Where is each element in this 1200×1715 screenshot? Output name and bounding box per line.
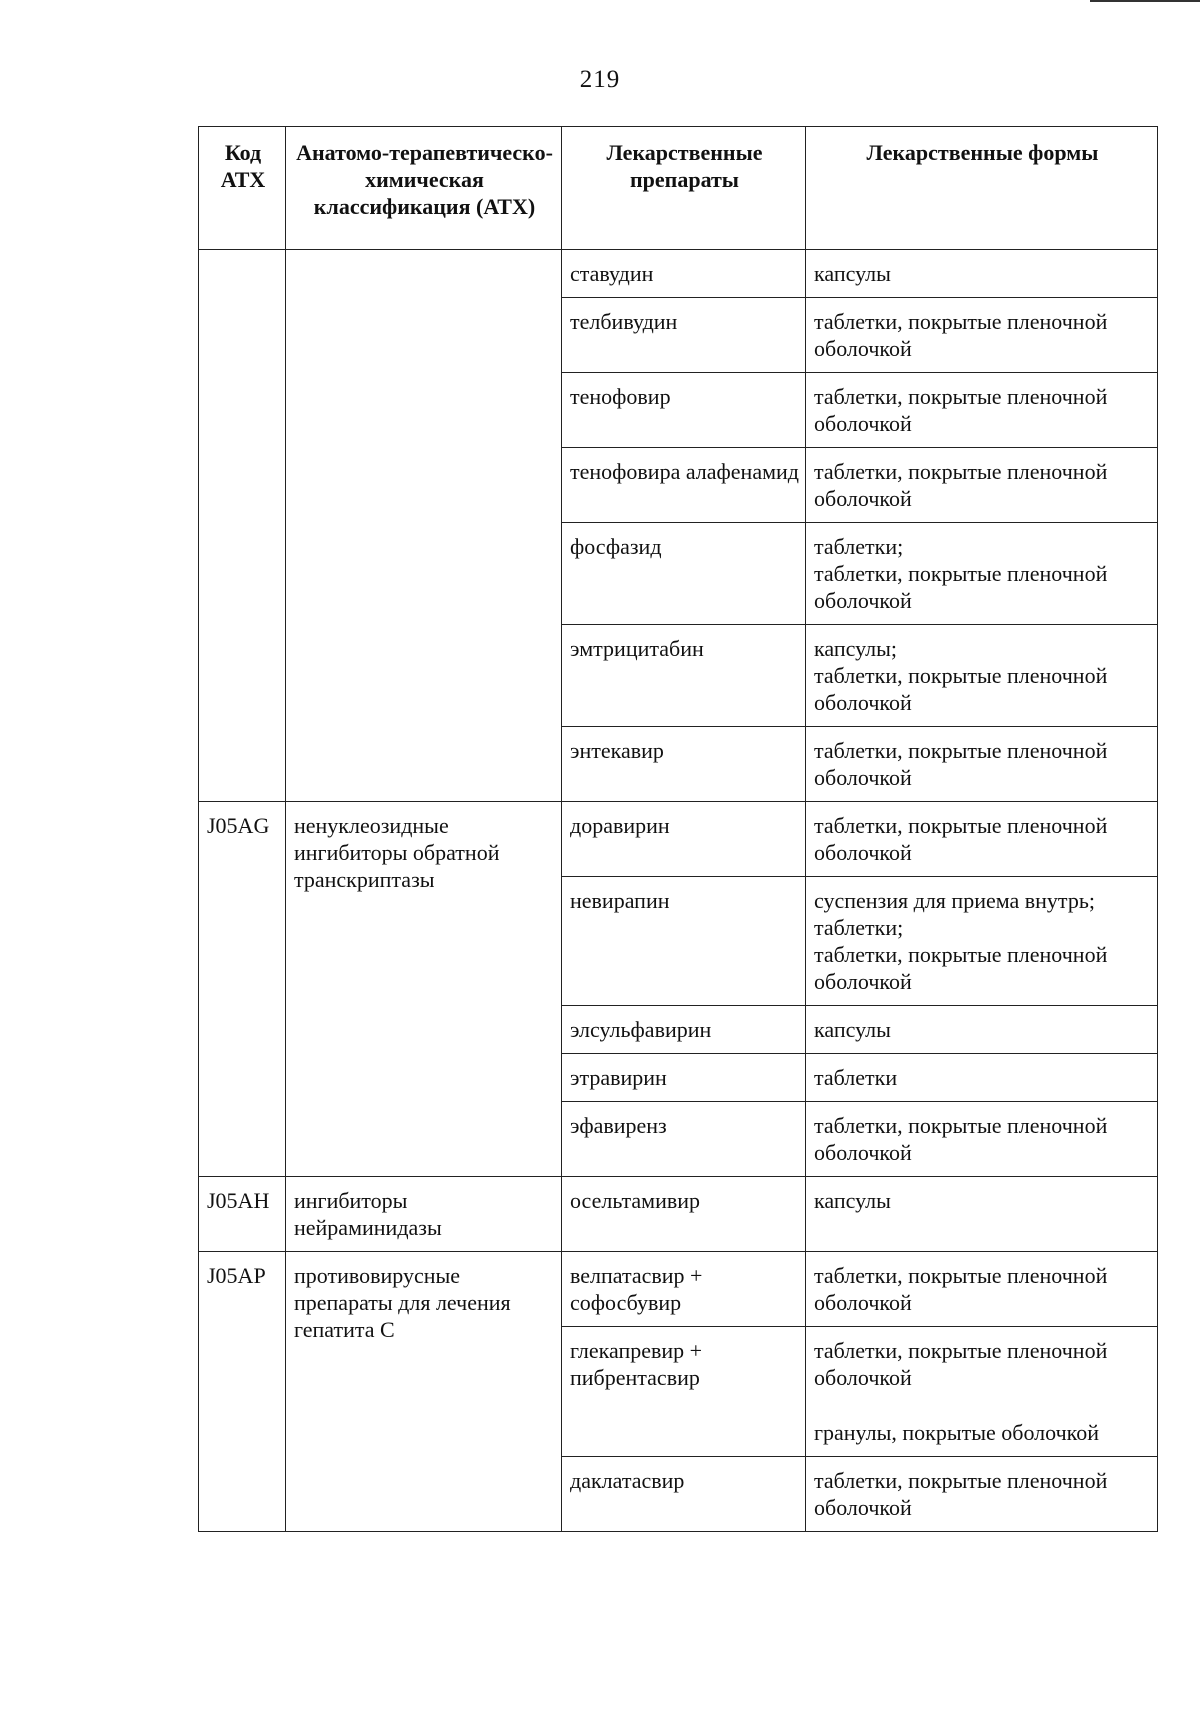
- drug-name-cell: эфавиренз: [562, 1102, 806, 1177]
- table-row: [199, 1177, 1158, 1252]
- header-classification: Анатомо-терапевтическо-химическая классификация (АТХ): [286, 127, 562, 250]
- dosage-forms-cell: [806, 298, 1158, 373]
- page-number: 219: [579, 66, 621, 93]
- atc-code-cell: J05AP: [199, 1252, 286, 1532]
- dosage-forms-cell: [806, 1327, 1158, 1457]
- dosage-forms-cell: [806, 373, 1158, 448]
- dosage-forms-cell: [806, 1177, 1158, 1252]
- dosage-form-line: таблетки, покрытые пленочной оболочкой: [814, 384, 1108, 436]
- dosage-forms-cell: [806, 523, 1158, 625]
- drug-name-cell: доравирин: [562, 802, 806, 877]
- dosage-forms-cell: [806, 448, 1158, 523]
- dosage-form-line: таблетки, покрытые пленочной оболочкой: [814, 1338, 1108, 1390]
- drug-name-cell: осельтамивир: [562, 1177, 806, 1252]
- dosage-form-line: таблетки;: [814, 534, 904, 559]
- dosage-forms-cell: [806, 1102, 1158, 1177]
- dosage-forms-cell: [806, 1252, 1158, 1327]
- dosage-form-line: суспензия для приема внутрь;: [814, 888, 1095, 913]
- dosage-form-line: [814, 1391, 1151, 1419]
- header-forms: Лекарственные формы: [806, 127, 1158, 250]
- dosage-form-line: таблетки, покрытые пленочной оболочкой: [814, 459, 1108, 511]
- atc-code-cell: J05AG: [199, 802, 286, 1177]
- dosage-form-line: таблетки, покрытые пленочной оболочкой: [814, 1263, 1108, 1315]
- drug-name-cell: тенофовир: [562, 373, 806, 448]
- dosage-form-line: таблетки, покрытые пленочной оболочкой: [814, 561, 1108, 613]
- drug-name-cell: элсульфавирин: [562, 1006, 806, 1054]
- table-body: [199, 250, 1158, 1532]
- dosage-form-line: таблетки, покрытые пленочной оболочкой: [814, 1113, 1108, 1165]
- dosage-forms-cell: [806, 1006, 1158, 1054]
- dosage-form-line: таблетки, покрытые пленочной оболочкой: [814, 813, 1108, 865]
- drug-name-cell: велпатасвир + софосбувир: [562, 1252, 806, 1327]
- dosage-forms-cell: [806, 625, 1158, 727]
- drug-table: [198, 126, 1158, 1532]
- dosage-form-line: таблетки, покрытые пленочной оболочкой: [814, 309, 1108, 361]
- dosage-forms-cell: [806, 727, 1158, 802]
- table-row: [199, 1252, 1158, 1327]
- scan-edge-line: [1090, 0, 1200, 2]
- dosage-form-line: гранулы, покрытые оболочкой: [814, 1420, 1099, 1445]
- dosage-form-line: таблетки, покрытые пленочной оболочкой: [814, 1468, 1108, 1520]
- drug-name-cell: этравирин: [562, 1054, 806, 1102]
- atc-classification-cell: ненуклеозидные ингибиторы обратной транскриптазы: [286, 802, 562, 1177]
- dosage-form-line: капсулы: [814, 261, 891, 286]
- drug-name-cell: фосфазид: [562, 523, 806, 625]
- drug-name-cell: ставудин: [562, 250, 806, 298]
- dosage-forms-cell: [806, 802, 1158, 877]
- dosage-forms-cell: [806, 1054, 1158, 1102]
- drug-name-cell: невирапин: [562, 877, 806, 1006]
- dosage-form-line: таблетки;: [814, 915, 904, 940]
- atc-classification-cell: ингибиторы нейраминидазы: [286, 1177, 562, 1252]
- dosage-form-line: капсулы: [814, 1017, 891, 1042]
- atc-classification-cell: противовирусные препараты для лечения гепатита С: [286, 1252, 562, 1532]
- dosage-form-line: таблетки, покрытые пленочной оболочкой: [814, 738, 1108, 790]
- dosage-forms-cell: [806, 1457, 1158, 1532]
- table-header-row: [199, 127, 1158, 250]
- dosage-forms-cell: [806, 877, 1158, 1006]
- dosage-form-line: таблетки: [814, 1065, 898, 1090]
- drug-name-cell: эмтрицитабин: [562, 625, 806, 727]
- dosage-form-line: таблетки, покрытые пленочной оболочкой: [814, 663, 1108, 715]
- header-drugs: Лекарственные препараты: [562, 127, 806, 250]
- drug-name-cell: телбивудин: [562, 298, 806, 373]
- drug-name-cell: энтекавир: [562, 727, 806, 802]
- atc-classification-cell: [286, 250, 562, 802]
- atc-code-cell: J05AH: [199, 1177, 286, 1252]
- atc-code-cell: [199, 250, 286, 802]
- drug-name-cell: глекапревир + пибрентасвир: [562, 1327, 806, 1457]
- dosage-form-line: капсулы: [814, 1188, 891, 1213]
- dosage-form-line: капсулы;: [814, 636, 897, 661]
- drug-name-cell: даклатасвир: [562, 1457, 806, 1532]
- drug-name-cell: тенофовира алафенамид: [562, 448, 806, 523]
- dosage-form-line: таблетки, покрытые пленочной оболочкой: [814, 942, 1108, 994]
- dosage-forms-cell: [806, 250, 1158, 298]
- header-code: Код АТХ: [199, 127, 286, 250]
- table-row: [199, 802, 1158, 877]
- table-row: [199, 250, 1158, 298]
